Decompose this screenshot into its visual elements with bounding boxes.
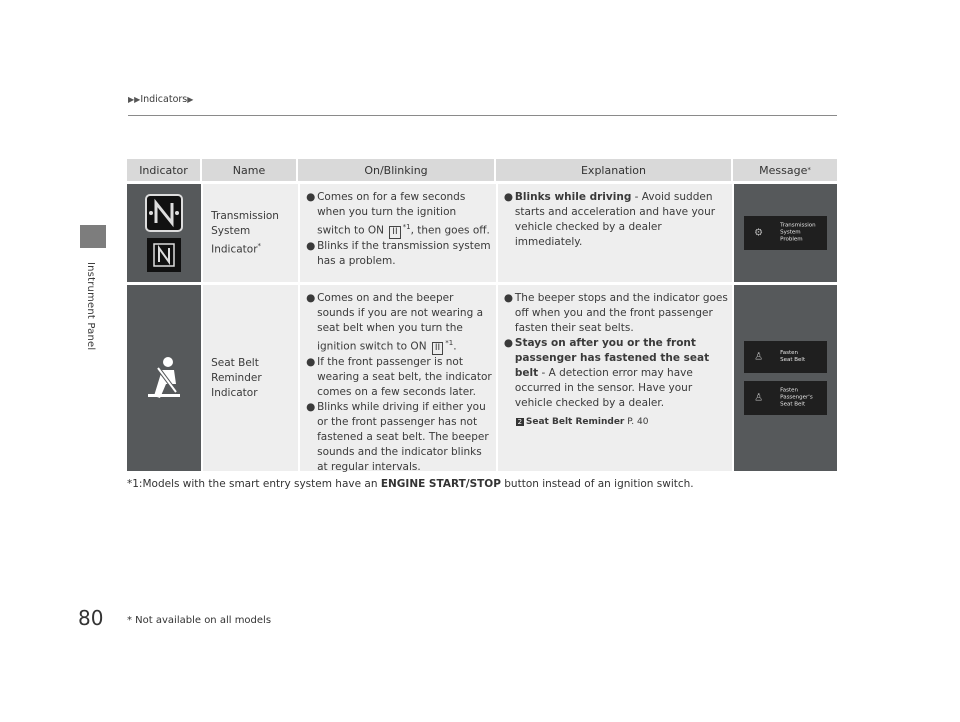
item-text: - Avoid sudden starts and acceleration and have your vehicle checked by a dealer immediately. [514,191,716,248]
indicator-cell [127,285,201,471]
item-text: , then goes off. [410,224,490,237]
header-explanation: Explanation [496,159,733,181]
seatbelt-icon: ♙ [754,351,764,363]
indicator-name: Seat Belt Reminder Indicator [211,356,262,399]
item-text: Blinks while driving if either you or the front passenger has not fastened a seat belt. The beeper sounds and the indicator blinks at regular intervals. [317,400,489,473]
header-indicator: Indicator [127,159,202,181]
breadcrumb-arrow-icon: ▶ [187,95,194,104]
availability-note: * Not available on all models [127,615,272,626]
item-text: Comes on for a few seconds when you turn the ignition switch to ON [317,191,466,237]
message-text: Fasten Seat Belt [780,350,806,363]
reference-arrow-icon: 2 [517,418,523,426]
table-header [127,159,837,181]
list-item: ● Blinks while driving - Avoid sudden starts and acceleration and have your vehicle checked by a dealer immediately. [503,191,716,248]
list-item: ● Comes on for a few seconds when you turn the ignition switch to ON II $^{*1}$, then goes off. [306,191,490,237]
indicator-cell [127,184,201,282]
footnote-ref: *1 [445,339,454,347]
ignition-key-label: II [432,342,443,355]
ignition-key-label: II [389,226,400,239]
message-cell [734,285,837,471]
breadcrumb-item[interactable]: Indicators [140,94,188,105]
item-emphasis: Blinks while driving [514,191,632,203]
reference-label[interactable]: Seat Belt Reminder [525,417,625,427]
name-cell [203,184,298,282]
message-text: Transmission System Problem [780,222,816,243]
list-item: ● Blinks while driving if either you or the front passenger has not fastened a seat belt. The beeper sounds and the indicator blinks at regular intervals. [306,400,489,473]
indicator-name-text: Transmission System Indicator [211,209,279,256]
message-display [744,381,827,415]
table-row [127,285,837,471]
item-text: If the front passenger is not wearing a seat belt, the indicator comes on a few seconds later. [317,355,492,398]
message-display [744,216,827,250]
seatbelt-indicator-icon [140,354,188,402]
footnote-mark: * [257,241,262,250]
item-text: Comes on and the beeper sounds if you are not wearing a seat belt when you turn the ignition switch to ON [317,292,484,353]
list-item: ● Stays on after you or the front passenger has fastened the seat belt - A detection error may have occurred in the sensor. Have your vehicle checked by a dealer. [503,337,710,409]
section-label: Instrument Panel [85,262,96,351]
table-row [127,184,837,282]
transmission-indicator-small-icon [146,237,182,273]
footnote-emphasis: ENGINE START/STOP [380,478,501,490]
page-number: 80 [78,606,104,630]
breadcrumb[interactable] [128,94,193,105]
item-text: . [453,340,457,353]
footnote-text: *1:Models with the smart entry system have an [127,478,381,490]
indicator-name [211,209,298,258]
reference-page[interactable]: P. 40 [627,417,649,427]
cross-reference-link[interactable] [504,415,728,430]
list-item: ● The beeper stops and the indicator goes off when you and the front passenger fasten their seat belts. [503,292,728,334]
footnote [127,478,694,490]
footnote-ref: *1 [402,223,411,231]
footnote-text: button instead of an ignition switch. [500,478,694,490]
header-message-label: Message [759,163,808,177]
on-blinking-cell [300,285,496,471]
item-text: The beeper stops and the indicator goes off when you and the front passenger fasten their seat belts. [514,292,728,334]
item-text: - A detection error may have occurred in the sensor. Have your vehicle checked by a dealer. [514,367,693,409]
seatbelt-icon: ♙ [754,392,764,404]
explanation-cell [498,184,732,282]
header-on-blinking: On/Blinking [298,159,496,181]
on-blinking-cell [300,184,496,282]
indicator-table [127,159,837,471]
breadcrumb-arrow-icon: ▶▶ [128,95,141,104]
list-item: ● If the front passenger is not wearing a seat belt, the indicator comes on a few seconds later. [306,355,492,398]
message-display [744,341,827,373]
header-name: Name [202,159,298,181]
section-tab [80,225,106,247]
explanation-cell [498,285,732,471]
header-rule [128,115,837,116]
section-tab-divider [80,247,106,248]
header-message [733,159,837,181]
message-cell [734,184,837,282]
list-item: ● Comes on and the beeper sounds if you are not wearing a seat belt when you turn the ignition switch to ON II $^{*1}$. [306,292,484,353]
item-text: Blinks if the transmission system has a problem. [317,239,491,267]
gear-warning-icon: ⚙ [754,227,764,239]
transmission-indicator-icon [144,193,184,233]
item-emphasis: Stays on after you or the front passenger has fastened the seat belt [514,337,710,379]
footnote-mark: * [807,166,811,174]
name-cell [203,285,298,471]
message-text: Fasten Passenger's Seat Belt [780,387,813,408]
list-item: ● Blinks if the transmission system has a problem. [306,239,491,267]
